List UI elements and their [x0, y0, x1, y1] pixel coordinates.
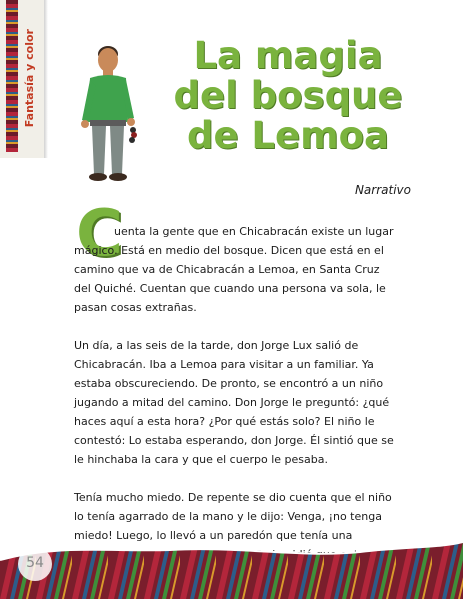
page-title — [128, 36, 448, 156]
woven-stripe — [6, 0, 18, 152]
title-line-3: de Lemoa — [186, 114, 390, 157]
section-label — [20, 8, 38, 148]
section-tab — [0, 0, 44, 158]
title-line-1: La magia — [193, 34, 383, 77]
section-label-text: Fantasía y color — [22, 28, 36, 128]
paragraph-3: Tenía mucho miedo. De repente se dio cuenta que el niño lo tenía agarrado de la mano y le dijo: Venga, ¡no tenga miedo! Luego, lo llevó a un paredón que tenía una — [74, 491, 392, 542]
drop-cap: C — [76, 197, 123, 271]
paragraph-1: uenta la gente que en Chicabracán existe un lugar mágico. Está en medio del bosque. Dicen que está en el camino que va de Chicabracán a Lemoa, en Santa Cruz del Quiché. Cuentan que cuando una persona va sola, le pasan cosas extrañas. — [74, 225, 394, 314]
woven-band-decoration — [0, 538, 463, 599]
tab-shadow — [44, 0, 48, 158]
page-number: 54 — [26, 555, 44, 571]
genre-label: Narrativo — [354, 183, 411, 197]
paragraph-2: Un día, a las seis de la tarde, don Jorge Lux salió de Chicabracán. Iba a Lemoa para visitar a un familiar. Ya estaba obscureciendo. De pronto, se encontró a un niño jugando a mitad del camino. Don Jorge le preguntó: ¿qué haces aquí a esta hora? ¿Por qué estás solo? El niño le contestó: Lo estaba esperando, don Jorge. Él sintió que se le hinchaba la cara y que el cuerpo le pesaba. — [74, 339, 394, 466]
title-line-2: del bosque — [173, 74, 403, 117]
